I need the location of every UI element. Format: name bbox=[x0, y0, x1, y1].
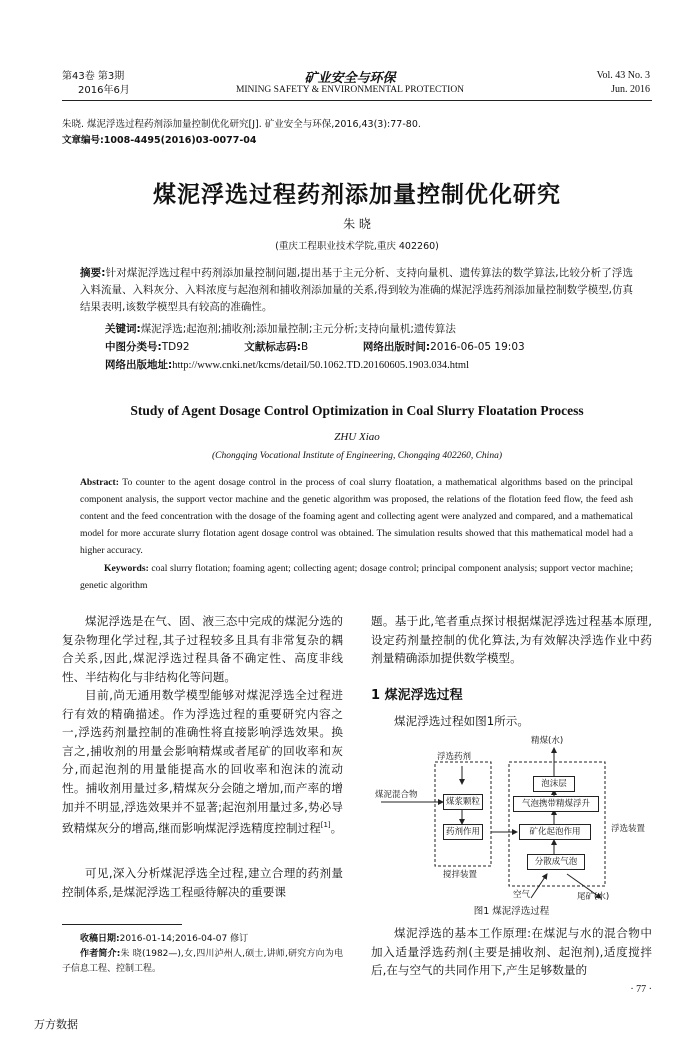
affiliation-zh: (重庆工程职业技术学院,重庆 402260) bbox=[275, 241, 439, 252]
watermark: 万方数据 bbox=[34, 1018, 78, 1031]
keywords-en-text: coal slurry flotation; foaming agent; collecting agent; dosage control; principal component analysis; support vector machine; genetic algorithm bbox=[80, 563, 633, 591]
figure-1-caption: 图1 煤泥浮选过程 bbox=[473, 906, 550, 917]
footnote-author-text: 朱 晓(1982—),女,四川泸州人,硕士,讲师,研究方向为电子信息工程、控制工程。 bbox=[62, 949, 343, 974]
header-rule bbox=[62, 100, 652, 101]
figure-box-slurry-particles: 煤浆颗粒 bbox=[443, 794, 483, 810]
online-address-url: http://www.cnki.net/kcms/detail/50.1062.TD.20160605.1903.034.html bbox=[172, 360, 469, 371]
body-left-p2-text: 目前,尚无通用数学模型能够对煤泥浮选全过程进行有效的精确描述。作为浮选过程的重要研究内容之一,浮选药剂量控制的准确性将直接影响浮选效果。换言之,捕收剂的用量会影响精煤或者尾矿的回收率和灰分,而起泡剂的用量能提高水的回收率和泡沫的流动性。捕收剂用量过多,精煤灰分会随之增加,而产率的增加并不明显,浮选效果并不显著;起泡剂用量过多,势必导致精煤灰分的增高,继而影响煤泥浮选精度控制过程 bbox=[62, 688, 343, 836]
body-left-p3: 可见,深入分析煤泥浮选全过程,建立合理的药剂量控制体系,是煤泥浮选工程亟待解决的重要课 bbox=[62, 866, 343, 899]
body-right-p2: 煤泥浮选过程如图1所示。 bbox=[394, 714, 529, 728]
figure-label-concentrate: 精煤(水) bbox=[531, 736, 564, 746]
body-right-p1: 题。基于此,笔者重点探讨根据煤泥浮选过程基本原理,设定药剂量控制的优化算法,为有效解决浮选作业中药剂量精确添加提供数学模型。 bbox=[371, 614, 652, 666]
keywords-en-label: Keywords: bbox=[104, 563, 149, 574]
keywords-zh-label: 关键词: bbox=[105, 323, 141, 335]
figure-box-foam: 泡沫层 bbox=[533, 776, 575, 792]
footnote-received bbox=[62, 932, 343, 947]
online-address-label: 网络出版地址: bbox=[105, 359, 173, 371]
page-number: · 77 · bbox=[630, 984, 652, 995]
doc-code-label: 文献标志码: bbox=[244, 341, 301, 353]
title-en: Study of Agent Dosage Control Optimization in Coal Slurry Floatation Process bbox=[130, 403, 584, 418]
abstract-zh-label: 摘要: bbox=[80, 267, 106, 279]
footnote-author bbox=[62, 947, 343, 977]
footnote-rule bbox=[62, 924, 182, 925]
footnote-received-value: 2016-01-14;2016-04-07 修订 bbox=[119, 934, 249, 944]
body-right-p3: 煤泥浮选的基本工作原理:在煤泥与水的混合物中加入适量浮选药剂(主要是捕收剂、起泡剂),适度搅拌后,在与空气的共同作用下,产生足够数量的 bbox=[371, 926, 652, 978]
figure-label-agent: 浮选药剂 bbox=[437, 752, 472, 762]
author-en: ZHU Xiao bbox=[334, 431, 380, 443]
figure-label-flotation: 浮选装置 bbox=[611, 824, 646, 834]
abstract-en-text: To counter to the agent dosage control in the process of coal slurry floatation, a mathematical algorithms based on the principal component analysis, the support vector machine and the genetic algorithm was proposed, the relations of the flotation feed flow, the feed ash content and the feed concentration with the dosage of the foaming agent and collecting agent were analyzed and compared, and a mathematical model for more accurate slurry flotation agent dosage control was obtained. The simulation results showed that this mathematical model had a higher accuracy. bbox=[80, 477, 633, 556]
header-journal-en: MINING SAFETY & ENVIRONMENTAL PROTECTION bbox=[235, 85, 465, 95]
abstract-zh-text: 针对煤泥浮选过程中药剂添加量控制问题,提出基于主元分析、支持向量机、遗传算法的数学算法,比较分析了浮选入料流量、入料灰分、入料浓度与起泡剂和捕收剂添加量的关系,得到较为准确的煤泥浮选药剂添加量控制数学模型,仿真结果表明,该数学模型具有较高的准确性。 bbox=[80, 267, 633, 313]
header-journal-zh: 矿业安全与环保 bbox=[304, 71, 396, 86]
abstract-en bbox=[80, 474, 633, 559]
header-vol-issue-zh: 第43卷 第3期 bbox=[62, 71, 125, 82]
figure-box-mineralization: 矿化起泡作用 bbox=[519, 824, 591, 840]
figure-box-disperse: 分散成气泡 bbox=[527, 854, 585, 870]
pub-time-label: 网络出版时间: bbox=[362, 341, 431, 353]
figure-box-agent-action: 药剂作用 bbox=[443, 824, 483, 840]
affiliation-en: (Chongqing Vocational Institute of Engineering, Chongqing 402260, China) bbox=[211, 451, 502, 461]
section-1-title: 1 煤泥浮选过程 bbox=[371, 688, 463, 703]
figure-label-air: 空气 bbox=[513, 890, 531, 900]
figure-label-stirring: 搅拌装置 bbox=[443, 870, 478, 880]
figure-1 bbox=[371, 738, 652, 900]
header-vol-issue-en: Vol. 43 No. 3 bbox=[596, 70, 650, 81]
footnote-author-label: 作者简介: bbox=[80, 949, 121, 959]
abstract-zh bbox=[80, 265, 633, 316]
pub-time-value: 2016-06-05 19:03 bbox=[430, 341, 525, 353]
figure-1-lines bbox=[371, 738, 652, 900]
header-date-zh: 2016年6月 bbox=[78, 85, 130, 96]
abstract-en-label: Abstract: bbox=[80, 477, 119, 488]
page-title: 煤泥浮选过程药剂添加量控制优化研究 bbox=[153, 182, 561, 208]
body-left-p2 bbox=[62, 686, 343, 838]
footnote-received-label: 收稿日期: bbox=[80, 934, 120, 944]
body-left-p1: 煤泥浮选是在气、固、液三态中完成的煤泥分选的复杂物理化学过程,其子过程较多且具有非常复杂的耦合关系,因此,煤泥浮选过程具备不确定性、高度非线性、半结构化与非结构化等问题。 bbox=[62, 614, 343, 684]
classification-row bbox=[105, 339, 645, 356]
article-number: 文章编号:1008-4495(2016)03-0077-04 bbox=[62, 135, 257, 146]
doc-code-value: B bbox=[300, 341, 309, 353]
figure-box-bubble-rise: 气泡携带精煤浮升 bbox=[513, 796, 599, 812]
citation: 朱晓. 煤泥浮选过程药剂添加量控制优化研究[J]. 矿业安全与环保,2016,43(3):77-80. bbox=[62, 119, 421, 130]
clc-label: 中图分类号: bbox=[105, 341, 162, 353]
figure-label-slurry: 煤泥混合物 bbox=[375, 790, 418, 800]
online-address bbox=[105, 357, 645, 374]
body-left-p2-end: 。 bbox=[330, 821, 343, 836]
keywords-zh bbox=[105, 321, 633, 338]
clc-value: TD92 bbox=[161, 341, 190, 353]
keywords-zh-text: 煤泥浮选;起泡剂;捕收剂;添加量控制;主元分析;支持向量机;遗传算法 bbox=[140, 323, 456, 335]
author-zh: 朱 晓 bbox=[343, 217, 371, 231]
body-left-p2-ref: [1] bbox=[320, 821, 331, 830]
keywords-en bbox=[80, 560, 633, 594]
figure-label-tailings: 尾矿(水) bbox=[577, 892, 610, 902]
header-date-en: Jun. 2016 bbox=[611, 84, 650, 95]
